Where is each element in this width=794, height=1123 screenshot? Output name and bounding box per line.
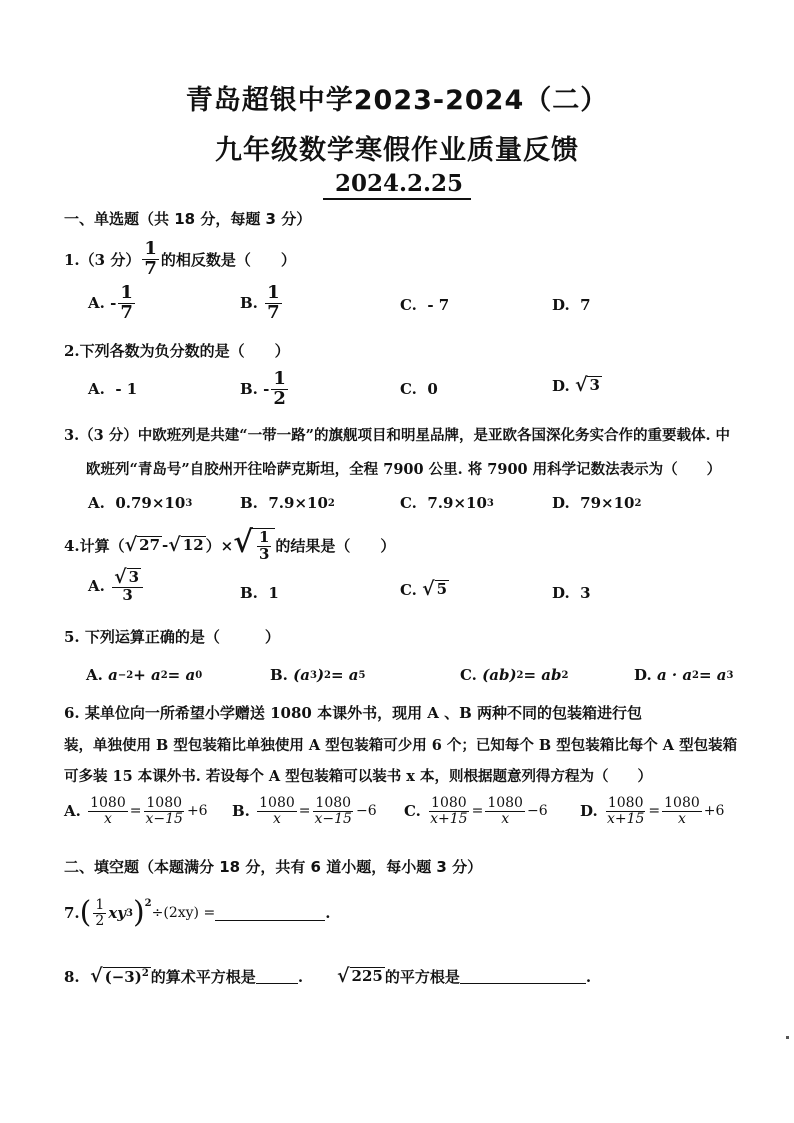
section-heading-1: 一、单选题（共 18 分，每题 3 分） xyxy=(64,210,312,228)
question-6-line-3: 可多装 15 本课外书. 若设每个 A 型包装箱可以装书 x 本，则根据题意列得方程为（ ） xyxy=(64,768,652,785)
q1-option-c[interactable]: C. - 7 xyxy=(400,296,450,314)
q7-answer-blank[interactable] xyxy=(215,906,325,921)
question-6-line-2: 装，单独使用 B 型包装箱比单独使用 A 型包装箱可少用 6 个；已知每个 B 型包装箱比每个 A 型包装箱 xyxy=(64,737,738,754)
question-6-line-1: 6. 某单位向一所希望小学赠送 1080 本课外书，现用 A 、B 两种不同的包装箱进行包 xyxy=(64,704,643,722)
q3-option-a[interactable]: A. 0.79×10 3 xyxy=(88,494,193,512)
q4-option-d[interactable]: D. 3 xyxy=(552,584,591,602)
q8-answer-blank-2[interactable] xyxy=(460,969,586,984)
page-title: 青岛超银中学2023-2024（二） xyxy=(185,85,609,116)
question-7: 7. ( 1 2 xy 3 ) $^2$ ÷(2xy) = . xyxy=(64,895,331,931)
q3-option-b[interactable]: B. 7.9×10 2 xyxy=(240,494,335,512)
q6-option-a[interactable]: A. $\frac{1080}{x}$ = $\frac{1080}{x-15}$ +6 xyxy=(64,795,208,827)
q2-option-c[interactable]: C. 0 xyxy=(400,380,438,398)
q6-option-d[interactable]: D. $\frac{1080}{x+15}$ = $\frac{1080}{x}$ +6 xyxy=(580,795,725,827)
q6-option-b[interactable]: B. $\frac{1080}{x}$ = $\frac{1080}{x-15}$ −6 xyxy=(232,795,377,827)
q3-option-c[interactable]: C. 7.9×10 3 xyxy=(400,494,494,512)
q6-option-c[interactable]: C. $\frac{1080}{x+15}$ = $\frac{1080}{x}$ −6 xyxy=(404,795,548,827)
question-4: 4.计算（ √ 27 - √ 12 ）× √ $\frac{1}{3}$ 的结果是（ ） xyxy=(64,525,396,563)
question-3-line-1: 3.（3 分）中欧班列是共建“一带一路”的旗舰项目和明星品牌，是亚欧各国深化务实合作的重要载体. 中 xyxy=(64,427,731,444)
q5-option-a[interactable]: A. a −2 + a 2 = a 0 xyxy=(86,666,203,684)
q2-option-b[interactable]: B. - 1 2 xyxy=(240,368,286,409)
q2-option-a[interactable]: A. - 1 xyxy=(88,380,138,398)
q1-option-b[interactable]: B. 1 7 xyxy=(240,282,280,323)
q2-option-d[interactable]: D. √ 3 xyxy=(552,374,600,396)
scan-speck xyxy=(786,1036,789,1039)
q4-option-c[interactable]: C. √ 5 xyxy=(400,578,448,600)
question-5: 5. 下列运算正确的是（ ） xyxy=(64,628,280,646)
question-8: 8. √ $(-3)^2$ 的算术平方根是 . √ 225 的平方根是 . xyxy=(64,965,592,987)
q1-option-d[interactable]: D. 7 xyxy=(552,296,591,314)
exam-date: 2024.2.25 xyxy=(0,170,794,197)
q5-option-c[interactable]: C. (ab) 2 = ab 2 xyxy=(460,666,569,684)
q4-option-a[interactable]: A. √ 3 3 xyxy=(88,568,145,604)
q8-answer-blank-1[interactable] xyxy=(256,969,298,984)
question-3-line-2: 欧班列“青岛号”自胶州开往哈萨克斯坦，全程 7900 公里. 将 7900 用科学记数法表示为（ ） xyxy=(86,461,722,478)
question-1: 1.（3 分） 1 7 的相反数是（ ） xyxy=(64,238,296,279)
question-2: 2.下列各数为负分数的是（ ） xyxy=(64,342,290,360)
section-heading-2: 二、填空题（本题满分 18 分，共有 6 道小题，每小题 3 分） xyxy=(64,858,483,876)
q5-option-d[interactable]: D. a · a 2 = a 3 xyxy=(634,666,734,684)
q5-option-b[interactable]: B. (a 3 ) 2 = a 5 xyxy=(270,666,366,684)
q1-option-a[interactable]: A. - 1 7 xyxy=(88,282,133,323)
q3-option-d[interactable]: D. 79×10 2 xyxy=(552,494,642,512)
page-subtitle: 九年级数学寒假作业质量反馈 xyxy=(215,135,579,166)
q4-option-b[interactable]: B. 1 xyxy=(240,584,279,602)
